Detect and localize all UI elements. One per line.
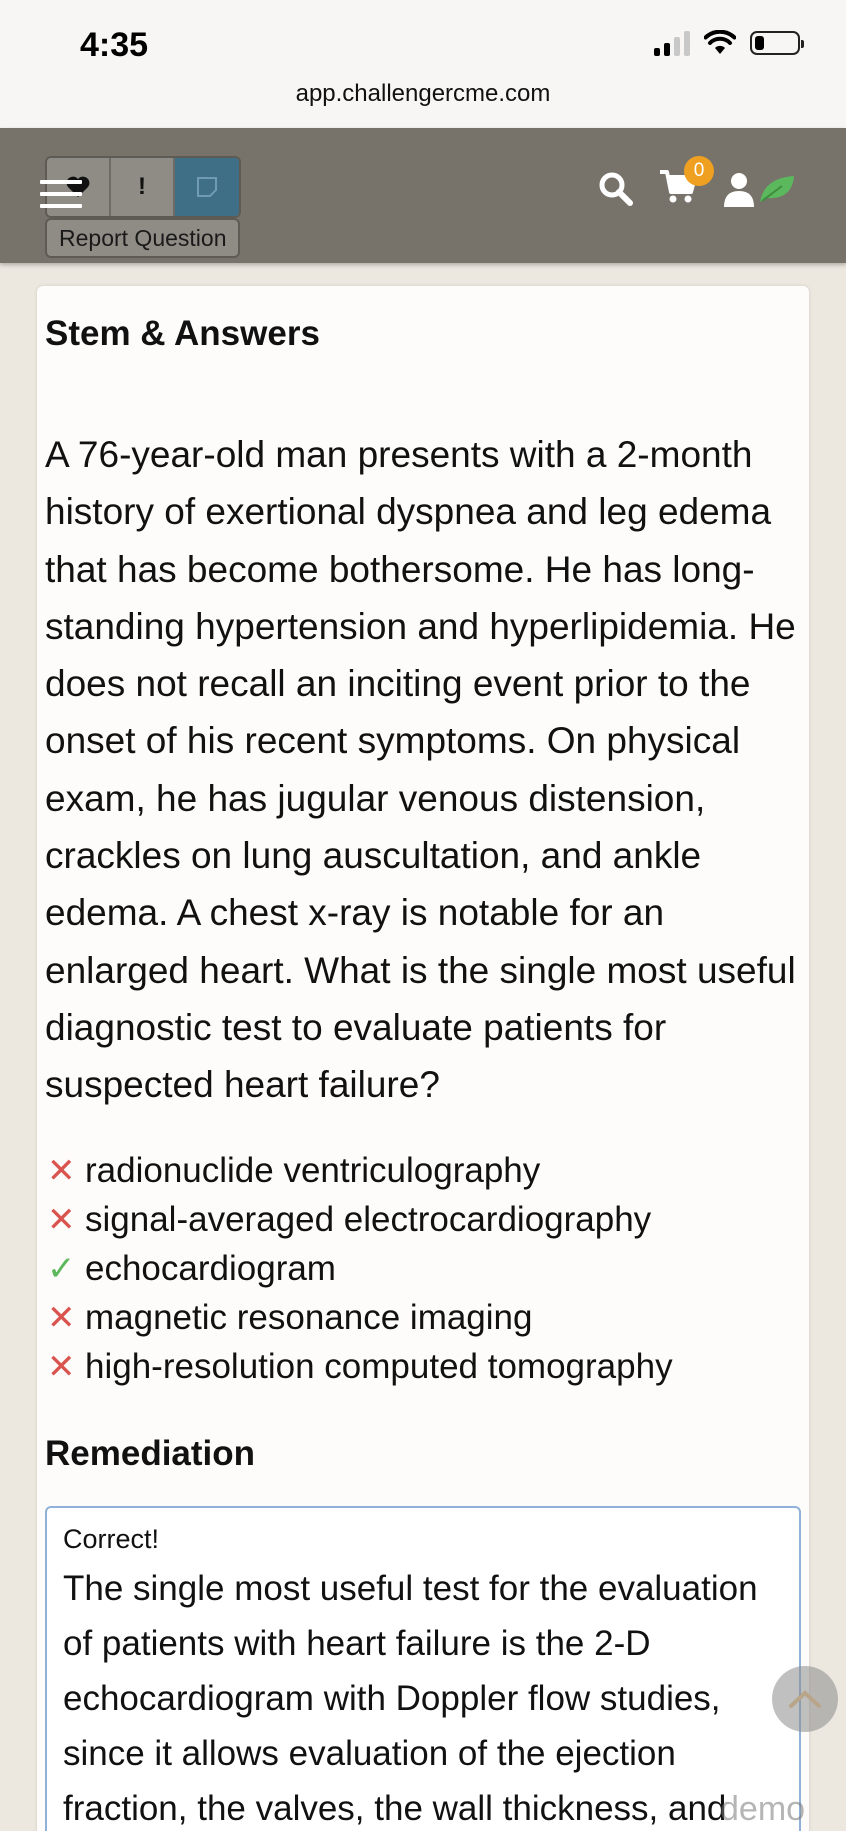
answer-text: signal-averaged electrocardiography [85,1199,652,1239]
incorrect-mark-icon: ✕ [47,1200,76,1239]
answer-list [45,1146,805,1391]
answer-text: radionuclide ventriculography [85,1150,541,1190]
note-icon [195,175,219,199]
remediation-box [45,1506,801,1831]
cart-button[interactable] [658,160,705,209]
leaf-icon [758,174,796,204]
url-bar[interactable]: app.challengercme.com [295,80,551,107]
cart-count-badge: 0 [684,156,714,186]
remediation-title: Remediation [45,1434,256,1473]
remediation-status: Correct! [63,1524,160,1554]
note-button[interactable] [175,158,239,216]
account-button[interactable] [722,171,796,207]
answer-item [45,1146,805,1195]
answer-text: echocardiogram [85,1248,336,1288]
question-stem: A 76-year-old man presents with a 2-month history of exertional dyspnea and leg edema that has become bothersome. He has long-standing hypertension and hyperlipidemia. He does not recall an inciting event prior to the onset of his recent symptoms. On physical exam, he has jugular venous distension, crackles on lung auscultation, and ankle edema. A chest x-ray is notable for an enlarged heart. What is the single most useful diagnostic test to evaluate patients for suspected heart failure? [45,434,796,1106]
exclamation-icon: ! [138,173,146,200]
question-card [37,286,809,1831]
correct-check-icon: ✓ [47,1249,76,1288]
answer-item [45,1342,805,1391]
answer-text: high-resolution computed tomography [85,1346,673,1386]
demo-watermark: demo [720,1790,806,1828]
answer-text: magnetic resonance imaging [85,1297,533,1337]
menu-icon[interactable] [40,180,82,216]
signal-icon [654,30,690,56]
user-icon [722,171,756,207]
top-navbar [0,128,846,263]
wifi-icon [704,30,736,56]
chevron-up-icon [787,1688,823,1710]
scroll-to-top-button[interactable] [772,1666,838,1732]
status-bar [0,0,846,128]
nav-right-icons [598,160,796,209]
flag-button[interactable] [111,158,175,216]
incorrect-mark-icon: ✕ [47,1347,76,1386]
answer-item [45,1195,805,1244]
status-icons [654,30,800,56]
report-question-button[interactable]: Report Question [45,218,240,258]
remediation-text: The single most useful test for the evaluation of patients with heart failure is the 2-D echocardiogram with Doppler flow studies, since it allows evaluation of the ejection fraction, the valves, the wall thickness, and [63,1569,758,1828]
search-icon[interactable] [598,171,634,207]
incorrect-mark-icon: ✕ [47,1298,76,1337]
incorrect-mark-icon: ✕ [47,1151,76,1190]
answer-item [45,1293,805,1342]
stem-section-title: Stem & Answers [45,314,320,353]
battery-icon [750,31,800,55]
answer-item [45,1244,805,1293]
status-time: 4:35 [80,26,149,64]
